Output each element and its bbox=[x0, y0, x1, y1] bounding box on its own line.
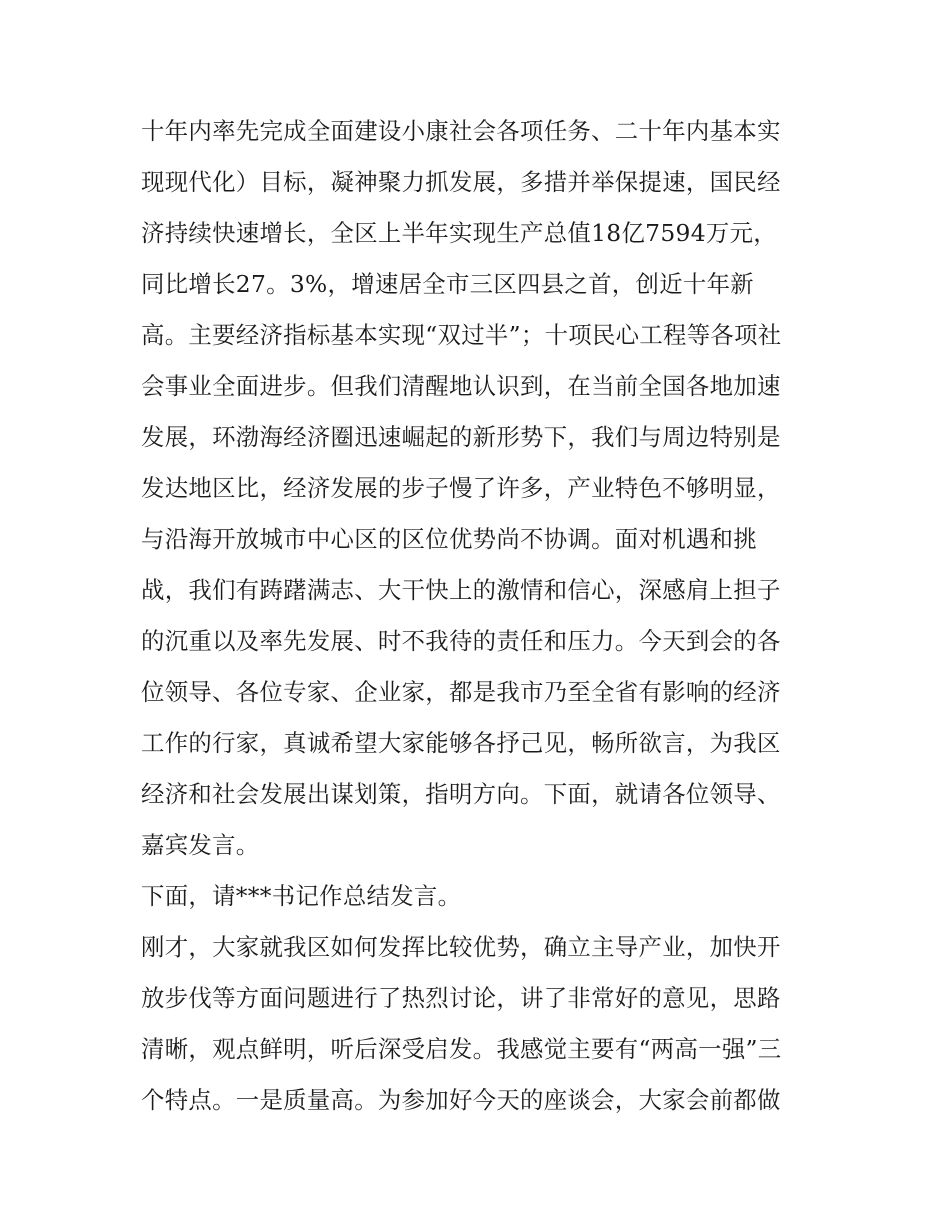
text-line: 战，我们有踌躇满志、大干快上的激情和信心，深感肩上担子 bbox=[141, 576, 781, 604]
text-line: 与沿海开放城市中心区的区位优势尚不协调。面对机遇和挑 bbox=[141, 525, 757, 553]
text-line: 个特点。一是质量高。为参加好今天的座谈会，大家会前都做 bbox=[141, 1086, 781, 1114]
text-line: 清晰，观点鲜明，听后深受启发。我感觉主要有“两高一强”三 bbox=[141, 1035, 782, 1063]
text-line: 同比增长27。3%，增速居全市三区四县之首，创近十年新 bbox=[141, 270, 754, 298]
text-line: 刚才，大家就我区如何发挥比较优势，确立主导产业，加快开 bbox=[141, 933, 781, 961]
text-line: 发展，环渤海经济圈迅速崛起的新形势下，我们与周边特别是 bbox=[141, 423, 781, 451]
text-line: 十年内率先完成全面建设小康社会各项任务、二十年内基本实 bbox=[141, 117, 781, 145]
text-line: 的沉重以及率先发展、时不我待的责任和压力。今天到会的各 bbox=[141, 627, 781, 655]
text-line: 会事业全面进步。但我们清醒地认识到，在当前全国各地加速 bbox=[141, 372, 781, 400]
text-line: 下面，请***书记作总结发言。 bbox=[141, 882, 462, 910]
text-line: 嘉宾发言。 bbox=[141, 831, 260, 859]
text-line: 经济和社会发展出谋划策，指明方向。下面，就请各位领导、 bbox=[141, 780, 781, 808]
text-line: 位领导、各位专家、企业家，都是我市乃至全省有影响的经济 bbox=[141, 678, 781, 706]
text-line: 济持续快速增长，全区上半年实现生产总值18亿7594万元， bbox=[141, 219, 777, 247]
text-line: 现现代化）目标，凝神聚力抓发展，多措并举保提速，国民经 bbox=[141, 168, 781, 196]
text-line: 发达地区比，经济发展的步子慢了许多，产业特色不够明显， bbox=[141, 474, 781, 502]
text-line: 工作的行家，真诚希望大家能够各抒己见，畅所欲言，为我区 bbox=[141, 729, 781, 757]
text-line: 高。主要经济指标基本实现“双过半”；十项民心工程等各项社 bbox=[141, 321, 782, 349]
document-body bbox=[141, 106, 831, 1126]
text-line: 放步伐等方面问题进行了热烈讨论，讲了非常好的意见，思路 bbox=[141, 984, 781, 1012]
